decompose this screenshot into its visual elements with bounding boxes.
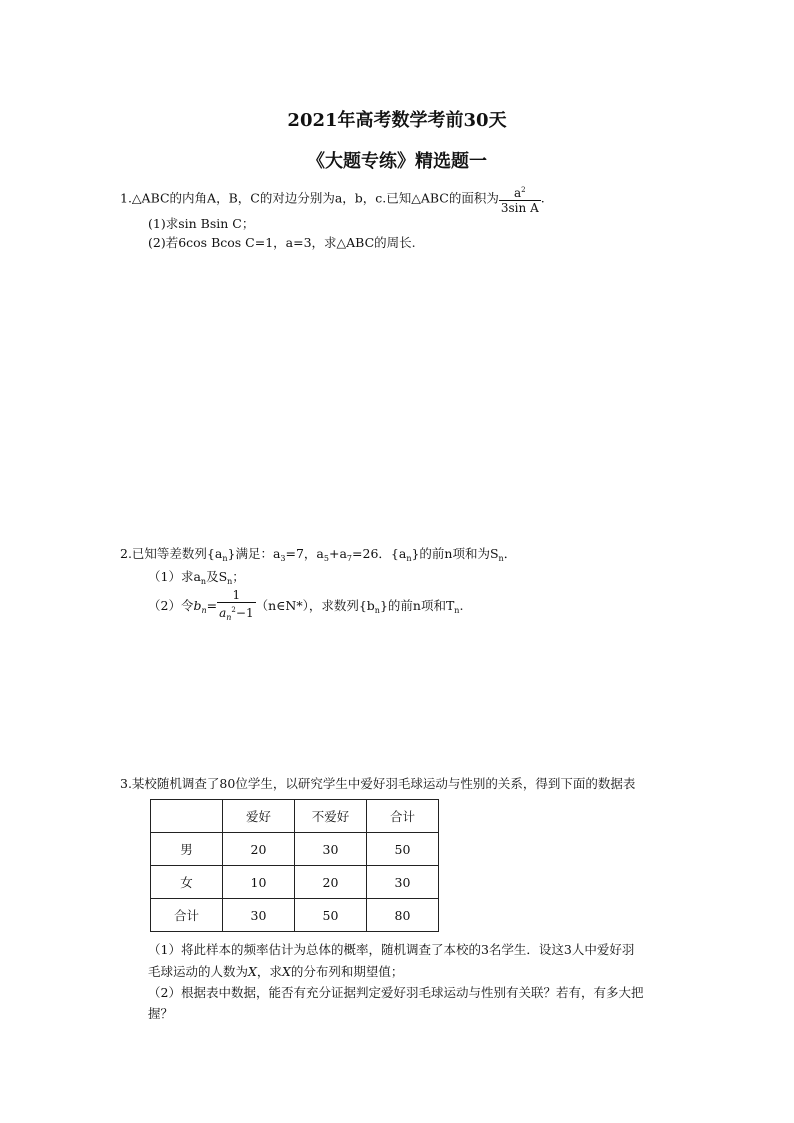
q3-stem: 3.某校随机调查了80位学生，以研究学生中爱好羽毛球运动与性别的关系，得到下面的数据表	[120, 776, 636, 791]
table-cell: 10	[223, 866, 295, 899]
q3-part-2-line-1: （2）根据表中数据，能否有充分证据判定爱好羽毛球运动与性别有关联？若有，有多大把	[148, 985, 644, 1000]
q2-stem: 2.已知等差数列$\{a_n\}$满足：$a_3=7$，$a_5+a_7=26$．$\{a_n\}$的前n项和为$S_n$．	[120, 546, 517, 563]
table-row	[151, 833, 439, 866]
table-cell	[151, 800, 223, 833]
q1-part-2: (2)若6cos Bcos C=1，a=3，求△ABC的周长.	[148, 235, 416, 250]
q1-area-fraction: $\frac{a^2}{\text{3sin A}}$	[499, 183, 541, 215]
q3-part-2-line-2: 握？	[148, 1006, 174, 1021]
q3-part-1-line-1: （1）将此样本的频率估计为总体的概率，随机调查了本校的3名学生．设这3人中爱好羽	[148, 942, 635, 957]
table-cell: 30	[367, 866, 439, 899]
table-header-row	[151, 800, 439, 833]
table-cell: 20	[295, 866, 367, 899]
table-cell: 80	[367, 899, 439, 932]
table-cell: 50	[367, 833, 439, 866]
q3-data-table	[150, 799, 439, 932]
q1-part-1: (1)求sin Bsin C；	[148, 216, 255, 231]
table-cell: 男	[151, 833, 223, 866]
q2-bn-fraction: $\frac{1}{a_n^2-1}$	[219, 588, 254, 622]
table-cell: 30	[295, 833, 367, 866]
table-row	[151, 866, 439, 899]
q2-part-2: （2）令$b_n=$ $\frac{1}{a_n^2-1}$ （n∈N*），求数列$\{b_n\}$的前n项和$T_n$.	[148, 588, 463, 625]
page-title: 2021年高考数学考前30天	[287, 110, 507, 131]
q3-part-1-line-2: 毛球运动的人数为X，求X的分布列和期望值；	[148, 964, 404, 979]
page-subtitle: 《大题专练》精选题一	[307, 151, 487, 172]
table-cell: 合计	[367, 800, 439, 833]
table-cell: 爱好	[223, 800, 295, 833]
table-cell: 20	[223, 833, 295, 866]
q1-stem: 1.△ABC的内角A，B，C的对边分别为a，b，c.已知△ABC的面积为 $\frac{a^2}{\text{3sin A}}$ .	[120, 183, 545, 215]
table-cell: 女	[151, 866, 223, 899]
table-cell: 不爱好	[295, 800, 367, 833]
table-row	[151, 899, 439, 932]
table-cell: 合计	[151, 899, 223, 932]
q2-part-1: （1）求$a_n$及$S_n$；	[148, 569, 245, 586]
table-cell: 50	[295, 899, 367, 932]
table-cell: 30	[223, 899, 295, 932]
